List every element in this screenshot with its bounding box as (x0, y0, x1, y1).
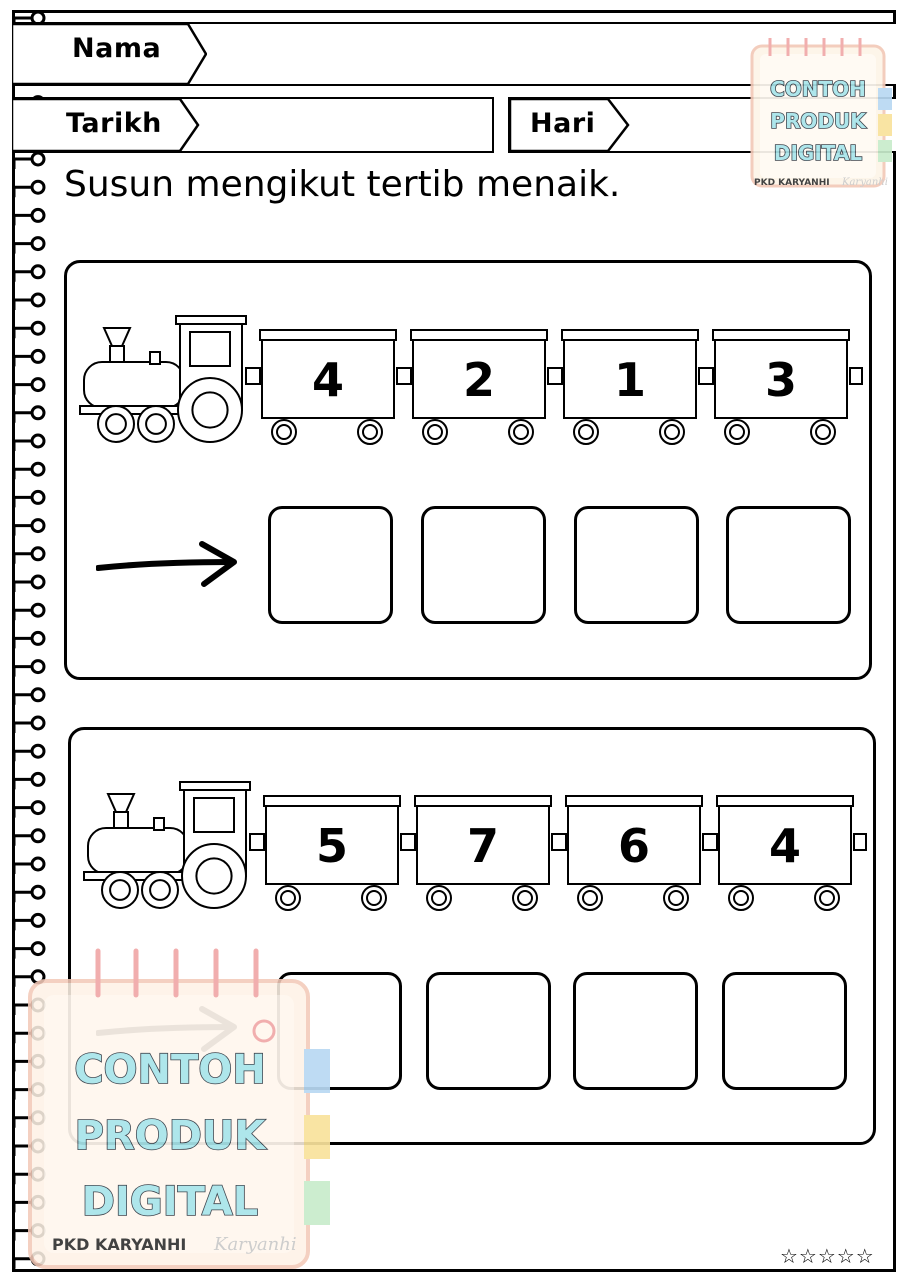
train-car-icon (703, 796, 853, 910)
train-car-number: 3 (764, 353, 798, 407)
watermark-large-line-3: DIGITAL (81, 1179, 259, 1225)
train-car-number: 5 (315, 819, 349, 873)
day-label: Hari (530, 108, 596, 139)
watermark-small-line-1: CONTOH (770, 77, 866, 101)
train-row-1 (76, 310, 871, 450)
train-car-number: 2 (462, 353, 496, 407)
watermark-badge-small (738, 30, 898, 200)
train-engine-icon (80, 316, 246, 442)
watermark-large-line-2: PRODUK (74, 1113, 266, 1159)
train-car-icon (401, 796, 551, 910)
answer-box-1-3[interactable] (574, 506, 699, 624)
train-car-icon (246, 330, 396, 444)
watermark-large-brand: PKD KARYANHI (52, 1235, 187, 1254)
star-rating: ☆☆☆☆☆ (780, 1244, 875, 1268)
answer-box-1-2[interactable] (421, 506, 546, 624)
train-engine-icon (84, 782, 250, 908)
train-car-icon (548, 330, 698, 444)
train-car-icon (397, 330, 547, 444)
train-car-icon (250, 796, 400, 910)
train-row-2 (80, 776, 875, 916)
train-car-icon (552, 796, 702, 910)
answer-box-2-4[interactable] (722, 972, 847, 1090)
watermark-small-signature: Karyanhi (842, 177, 888, 188)
date-label: Tarikh (66, 108, 162, 139)
watermark-small-brand: PKD KARYANHI (754, 178, 830, 188)
train-car-number: 4 (768, 819, 802, 873)
train-car-number: 4 (311, 353, 345, 407)
answer-box-1-4[interactable] (726, 506, 851, 624)
answer-box-1-1[interactable] (268, 506, 393, 624)
watermark-small-line-2: PRODUK (770, 109, 866, 133)
train-car-number: 6 (617, 819, 651, 873)
train-car-number: 7 (466, 819, 500, 873)
train-car-icon (699, 330, 849, 444)
watermark-large-line-1: CONTOH (74, 1047, 266, 1093)
train-car-number: 1 (613, 353, 647, 407)
arrow-right-icon (96, 540, 242, 590)
name-label: Nama (72, 33, 162, 64)
watermark-badge-large (0, 945, 340, 1270)
watermark-small-line-3: DIGITAL (773, 141, 863, 165)
answer-box-2-2[interactable] (426, 972, 551, 1090)
watermark-large-signature: Karyanhi (214, 1234, 297, 1255)
instruction-text: Susun mengikut tertib menaik. (64, 164, 621, 205)
answer-box-2-3[interactable] (573, 972, 698, 1090)
